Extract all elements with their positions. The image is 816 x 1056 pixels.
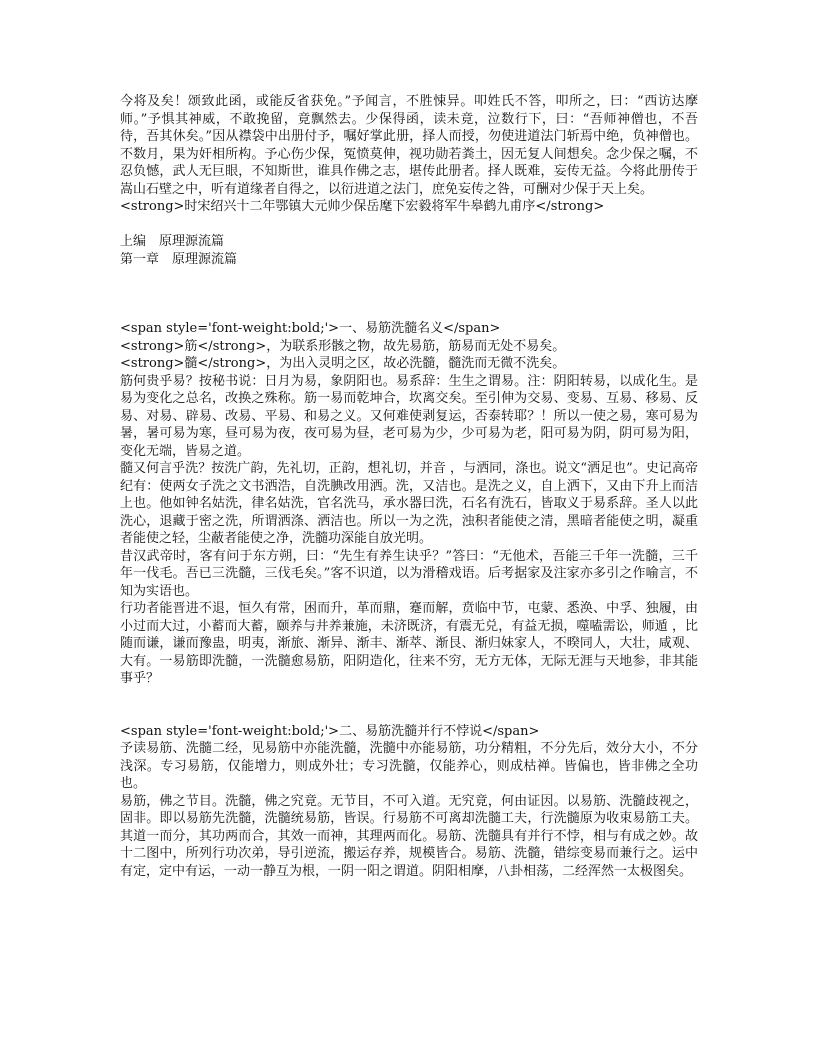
preface-paragraph: 今将及矣！颂致此函，或能反省获免。”予闻言，不胜悚异。叩姓氏不答，叩所之，曰：“西访达摩师。”予惧其神威，不敢挽留，竟飘然去。少保得函，读未竟，泣数行下，曰：“吾师神僧也，不吾待，吾其休矣。”因从襟袋中出册付予，嘱好掌此册，择人而授，勿使进道法门斩焉中绝，负神僧也。不数月，果为奸相所构。予心伤少保，冤愤莫伸，视功勋若粪土，因无复人间想矣。念少保之嘱，不忍负憾，武人无巨眼，不知斯世，谁具作佛之志，堪传此册者。择人既难，妄传无益。今将此册传于嵩山石壁之中，听有道缘者自得之，以衍进道之法门，庶免妄传之咎，可酬对少保于天上矣。 xyxy=(120,94,698,197)
section-1-paragraph: 髓又何言乎洗？按洗广韵，先礼切，正韵，想礼切，并音 ，与洒同，涤也。说文“洒足也”。史记高帝纪有：使两女子洗之文书洒浩，自洗腆改用洒。洗，又洁也。是洗之义，自上洒下，又由下升上而洁上也。他如钟名姑洗，律名姑洗，官名洗马，承水器曰洗，石名有洗石，皆取义于易系辞。圣人以此洗心，退藏于密之洗，所谓洒涤、洒洁也。所以一为之洗，浊积者能使之清，黑暗者能使之明，凝重者能使之轻，尘蔽者能使之净，洗髓功深能自放光明。 xyxy=(120,461,698,546)
chapter-title: 第一章 原理源流篇 xyxy=(120,251,238,267)
section-1-paragraph: 昔汉武帝时，客有问于东方朔，曰：“先生有养生诀乎？”答曰：“无他术，吾能三千年一洗髓，三千年一伐毛。吾已三洗髓，三伐毛矣。”客不识道，以为滑稽戏语。后考据家及注家亦多引之作喻言，不知为实语也。 xyxy=(120,548,698,599)
section-1-paragraph: 筋何贵乎易？按秘书说：日月为易，象阴阳也。易系辞：生生之谓易。注：阴阳转易，以成化生。是易为变化之总名，改换之殊称。筋一易而乾坤合，坎离交矣。至引伸为交易、变易、互易、移易、反易、对易、辟易、改易、平易、和易之义。又何难使剥复运，否泰转耶？！所以一使之易，寒可易为暑，暑可易为寒，昼可易为夜，夜可易为昼，老可易为少，少可易为老，阳可易为阴，阴可易为阳，变化无端，皆易之道。 xyxy=(120,373,698,459)
spacer xyxy=(120,216,698,234)
section-2-heading: <span style='font-weight:bold;'>二、易筋洗髓并行不悖说</span> xyxy=(120,723,540,739)
spacer xyxy=(120,268,698,320)
section-1-paragraph: 行功者能晋进不退，恒久有常，困而升，革而鼎，蹇而解，贲临中节，屯蒙、悉涣、中孚、独履，由小过而大过，小蓄而大蓄，颐养与井养兼施，未济既济，有震无兑，有益无损，噬嗑需讼，师遁 ，比随而谦，谦而豫蛊，明夷，渐旅、渐异、渐丰、渐萃、渐艮、渐归妹家人，不暌同人，大壮，咸观、大有。一易筋即洗髓，一洗髓愈易筋，阳阴造化，往来不穷，无方无体，无际无涯与天地参，非其能事乎？ xyxy=(120,601,698,686)
section-2-paragraph: 易筋，佛之节目。洗髓，佛之究竟。无节目，不可入道。无究竟，何由证因。以易筋、洗髓歧视之，固非。即以易筋先洗髓，洗髓统易筋，皆误。行易筋不可离却洗髓工夫，行洗髓原为收束易筋工夫。其道一而分，其功两而合，其效一而神，其理两而化。易筋、洗髓具有并行不悖，相与有成之妙。故十二图中，所列行功次弟，导引逆流，搬运存养，规模皆合。易筋、洗髓，错综变易而兼行之。运中有定，定中有运，一动一静互为根，一阴一阳之谓道。阴阳相摩，八卦相荡，二经浑然一太极图矣。 xyxy=(120,793,698,879)
preface-signature: <strong>时宋绍兴十二年鄂镇大元帅少保岳麾下宏毅将军牛皋鹤九甫序</strong> xyxy=(120,199,605,214)
spacer xyxy=(120,688,698,723)
section-2-paragraph: 予读易筋、洗髓二经，见易筋中亦能洗髓，洗髓中亦能易筋，功分精粗，不分先后，效分大小，不分浅深。专习易筋，仅能增力，则成外壮；专习洗髓，仅能养心，则成枯禅。皆偏也，皆非佛之全功也。 xyxy=(120,741,698,791)
section-1-jin-definition: <strong>筋</strong>，为联系形骸之物，故先易筋，筋易而无处不易矣。 xyxy=(120,338,566,354)
part-title: 上编 原理源流篇 xyxy=(120,234,225,249)
document-page xyxy=(120,93,698,880)
section-1-sui-definition: <strong>髓</strong>，为出入灵明之区，故必洗髓，髓洗而无微不洗矣。 xyxy=(120,356,566,371)
section-1-heading: <span style='font-weight:bold;'>一、易筋洗髓名义</span> xyxy=(120,321,501,336)
